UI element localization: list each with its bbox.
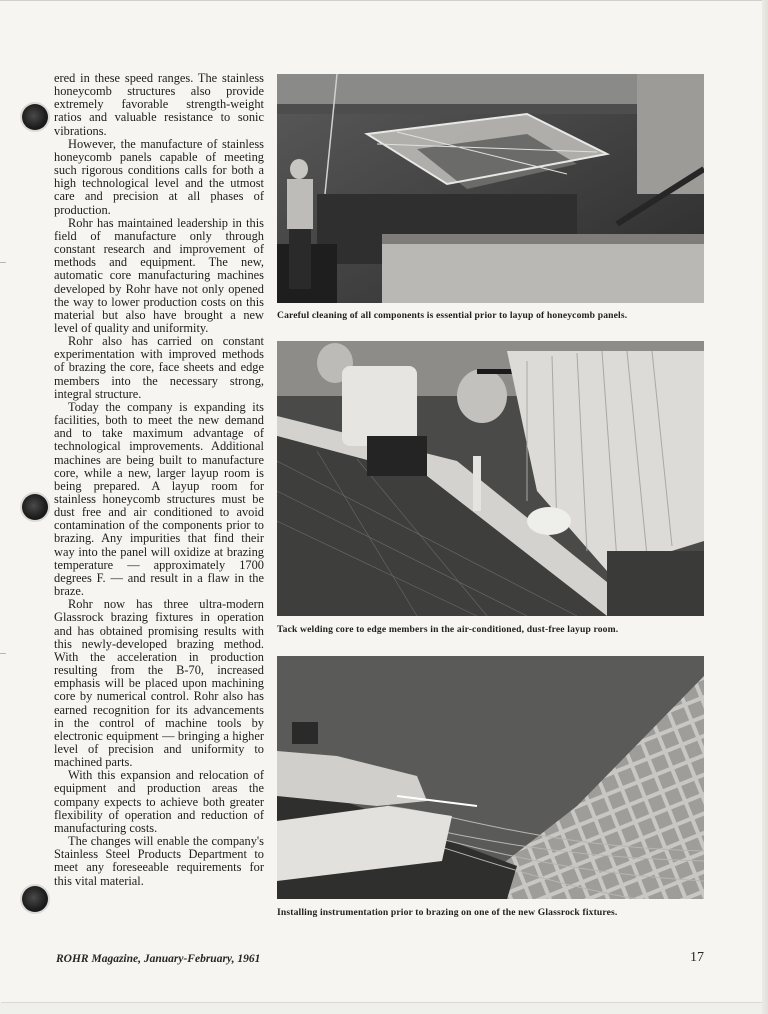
article-paragraph: With this expansion and relocation of equipment and production areas the company expects to achieve both greater flexibility of operation and reduction of manufacturing costs.: [54, 768, 264, 835]
article-paragraph: Today the company is expanding its facilities, both to meet the new demand and to take maximum advantage of technological improvements. Additional machines are being built to manufacture core, while a new, larger layup room is being prepared. A layup room for stainless honeycomb structures must be dust free and air conditioned to avoid contamination of the components prior to brazing. Any impurities that find their way into the panel will oxidize at brazing temperature — approximately 1700 degrees F. — and result in a flaw in the braze.: [54, 399, 264, 599]
page-edge: [762, 0, 768, 1014]
article-body: [54, 72, 264, 888]
article-paragraph: Rohr also has carried on constant experimentation with improved methods of brazing the core, face sheets and edge members into the necessary strong, integral structure.: [54, 334, 264, 401]
article-paragraph: Rohr now has three ultra-modern Glassrock brazing fixtures in operation and has obtained promising results with this newly-developed brazing method. With the acceleration in production resulting from the B-70, increased emphasis will be placed upon machining core by numerical control. Rohr also has earned recognition for its advancements in the control of machine tools by electronic equipment — bringing a higher level of precision and uniformity to machined parts.: [54, 597, 264, 770]
photo-tack-welding: [277, 341, 704, 616]
binder-hole: [22, 494, 48, 520]
photo-caption: Careful cleaning of all components is essential prior to layup of honeycomb panels.: [277, 310, 628, 321]
article-paragraph: ered in these speed ranges. The stainless honeycomb structures also provide extremely favorable strength-weight ratios and valuable resistance to sonic vibrations.: [54, 71, 264, 138]
photo-caption: Tack welding core to edge members in the air-conditioned, dust-free layup room.: [277, 624, 619, 635]
article-paragraph: Rohr has maintained leadership in this field of manufacture only through constant research and improvement of methods and equipment. The new, automatic core manufacturing machines developed by Rohr have not only opened the way to lower production costs on this material but also have brought a new level of quality and uniformity.: [54, 215, 264, 335]
page-number: 17: [690, 950, 704, 965]
edge-mark: [0, 653, 6, 654]
edge-mark: [0, 262, 6, 263]
binder-hole: [22, 886, 48, 912]
publication-footer: ROHR Magazine, January-February, 1961: [56, 953, 261, 965]
article-paragraph: The changes will enable the company's Stainless Steel Products Department to meet any foreseeable requirements for this vital material.: [54, 834, 264, 888]
binder-hole: [22, 104, 48, 130]
article-paragraph: However, the manufacture of stainless honeycomb panels capable of meeting such rigorous conditions calls for both a high technological level and the utmost care and precision at all phases of production.: [54, 136, 264, 217]
photo-cleaning-components: [277, 74, 704, 303]
photo-caption: Installing instrumentation prior to brazing on one of the new Glassrock fixtures.: [277, 907, 618, 918]
photo-installing-instrumentation: [277, 656, 704, 899]
